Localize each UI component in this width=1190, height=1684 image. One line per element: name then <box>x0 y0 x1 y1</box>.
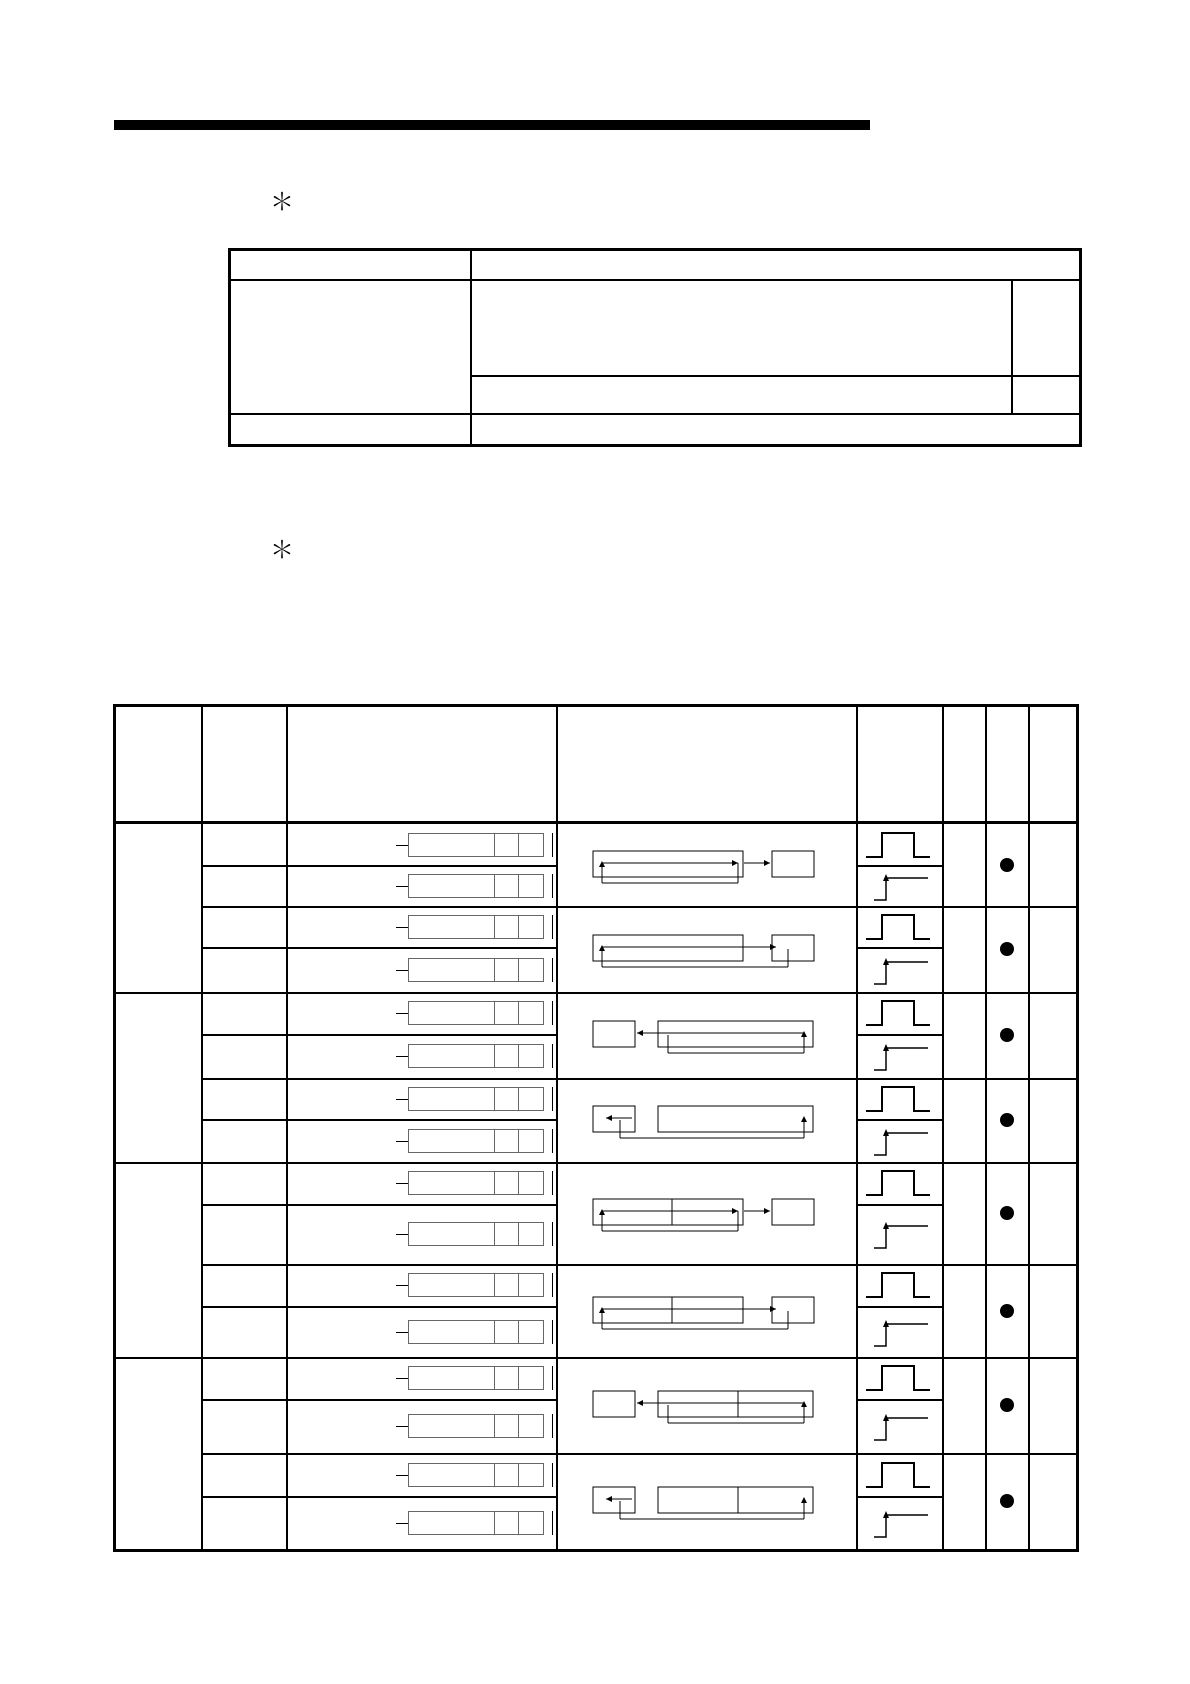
ladder-operand-box <box>408 1171 544 1195</box>
ladder-operand-divider <box>518 1273 519 1297</box>
ladder-end-bar <box>552 1171 553 1195</box>
filled-circle-icon <box>1000 1494 1014 1508</box>
ladder-lead-line <box>396 1523 408 1524</box>
filled-circle-icon <box>1000 1398 1014 1412</box>
ladder-lead-line <box>396 1013 408 1014</box>
ladder-end-bar <box>552 958 553 982</box>
ladder-operand-divider <box>494 833 495 857</box>
ladder-instruction-symbol <box>396 958 556 982</box>
table-column-divider-5 <box>942 707 944 1549</box>
ladder-operand-divider <box>494 1001 495 1025</box>
filled-circle-icon <box>1000 1206 1014 1220</box>
ladder-instruction-symbol <box>396 1414 556 1438</box>
transfer-diagram-word-transfer-left-overlap <box>592 1098 832 1142</box>
ladder-operand-divider <box>518 1044 519 1068</box>
table-group-divider-5 <box>201 1264 1076 1266</box>
note-asterisk-1: ＊ <box>270 188 294 216</box>
ladder-operand-box <box>408 1129 544 1153</box>
ladder-operand-box <box>408 1087 544 1111</box>
ladder-operand-divider <box>518 874 519 898</box>
ladder-operand-divider <box>494 1463 495 1487</box>
ladder-operand-divider <box>518 1366 519 1390</box>
ladder-instruction-symbol <box>396 1129 556 1153</box>
ladder-operand-divider <box>518 958 519 982</box>
ladder-operand-divider <box>494 874 495 898</box>
filled-circle-icon <box>1000 942 1014 956</box>
ladder-operand-box <box>408 1044 544 1068</box>
ladder-end-bar <box>552 1366 553 1390</box>
ladder-operand-divider <box>518 833 519 857</box>
ladder-lead-line <box>396 970 408 971</box>
table-subrow-divider-6 <box>201 1399 557 1401</box>
rising-pulse-icon <box>864 911 934 943</box>
upper-table-sub-row-divider <box>470 375 1082 377</box>
upper-table <box>228 248 1082 447</box>
ladder-end-bar <box>552 1273 553 1297</box>
rising-edge-icon <box>864 1507 934 1539</box>
ladder-operand-divider <box>494 1366 495 1390</box>
ladder-operand-divider <box>494 1171 495 1195</box>
rising-edge-icon <box>864 1218 934 1250</box>
ladder-operand-box <box>408 1511 544 1535</box>
rising-edge-icon <box>864 954 934 986</box>
pulse-subrow-divider-0 <box>856 865 942 867</box>
ladder-operand-divider <box>494 1044 495 1068</box>
ladder-operand-box <box>408 874 544 898</box>
ladder-instruction-symbol <box>396 874 556 898</box>
table-subrow-divider-5 <box>201 1306 557 1308</box>
transfer-diagram-dword-transfer-left <box>592 1383 832 1427</box>
table-subrow-divider-3 <box>201 1119 557 1121</box>
upper-table-column-divider <box>470 251 472 444</box>
instruction-table <box>113 704 1079 1552</box>
upper-table-header-divider <box>231 279 1079 281</box>
pulse-subrow-divider-3 <box>856 1119 942 1121</box>
pulse-subrow-divider-7 <box>856 1496 942 1498</box>
ladder-end-bar <box>552 1320 553 1344</box>
ladder-lead-line <box>396 927 408 928</box>
ladder-end-bar <box>552 1129 553 1153</box>
ladder-operand-divider <box>494 1414 495 1438</box>
ladder-lead-line <box>396 1141 408 1142</box>
ladder-end-bar <box>552 1511 553 1535</box>
ladder-lead-line <box>396 845 408 846</box>
transfer-diagram-dword-transfer-right <box>592 1191 832 1235</box>
ladder-end-bar <box>552 874 553 898</box>
ladder-instruction-symbol <box>396 1463 556 1487</box>
upper-table-inner-column-divider <box>1011 279 1013 413</box>
ladder-operand-divider <box>494 1273 495 1297</box>
table-header-divider <box>116 821 1076 824</box>
pulse-subrow-divider-1 <box>856 947 942 949</box>
ladder-operand-divider <box>494 1087 495 1111</box>
rising-pulse-icon <box>864 829 934 861</box>
ladder-operand-box <box>408 1463 544 1487</box>
ladder-operand-box <box>408 1001 544 1025</box>
ladder-end-bar <box>552 915 553 939</box>
ladder-operand-box <box>408 1366 544 1390</box>
ladder-operand-divider <box>518 1129 519 1153</box>
ladder-lead-line <box>396 886 408 887</box>
pulse-subrow-divider-2 <box>856 1034 942 1036</box>
ladder-operand-divider <box>518 1414 519 1438</box>
table-subrow-divider-1 <box>201 947 557 949</box>
table-subrow-divider-7 <box>201 1496 557 1498</box>
table-section-divider-1 <box>116 992 1076 994</box>
transfer-diagram-word-transfer-right-overlap <box>592 927 832 971</box>
ladder-lead-line <box>396 1475 408 1476</box>
ladder-instruction-symbol <box>396 1087 556 1111</box>
table-section-divider-3 <box>116 1357 1076 1359</box>
ladder-operand-divider <box>494 915 495 939</box>
ladder-operand-divider <box>494 958 495 982</box>
rising-edge-icon <box>864 870 934 902</box>
upper-table-row-divider <box>231 413 1079 415</box>
transfer-diagram-word-transfer-left <box>592 1013 832 1057</box>
ladder-operand-divider <box>494 1222 495 1246</box>
ladder-end-bar <box>552 1044 553 1068</box>
ladder-lead-line <box>396 1332 408 1333</box>
ladder-operand-divider <box>518 1222 519 1246</box>
ladder-end-bar <box>552 1463 553 1487</box>
pulse-subrow-divider-5 <box>856 1306 942 1308</box>
ladder-operand-box <box>408 958 544 982</box>
filled-circle-icon <box>1000 1113 1014 1127</box>
rising-pulse-icon <box>864 1362 934 1394</box>
table-section-divider-2 <box>116 1162 1076 1164</box>
note-asterisk-2: ＊ <box>270 536 294 564</box>
ladder-lead-line <box>396 1426 408 1427</box>
ladder-lead-line <box>396 1183 408 1184</box>
ladder-instruction-symbol <box>396 1044 556 1068</box>
table-subrow-divider-2 <box>201 1034 557 1036</box>
rising-edge-icon <box>864 1125 934 1157</box>
ladder-instruction-symbol <box>396 915 556 939</box>
rising-pulse-icon <box>864 1083 934 1115</box>
ladder-lead-line <box>396 1234 408 1235</box>
rising-pulse-icon <box>864 1459 934 1491</box>
ladder-lead-line <box>396 1285 408 1286</box>
pulse-subrow-divider-4 <box>856 1204 942 1206</box>
ladder-operand-divider <box>494 1129 495 1153</box>
rising-edge-icon <box>864 1040 934 1072</box>
ladder-instruction-symbol <box>396 1366 556 1390</box>
ladder-operand-divider <box>518 1511 519 1535</box>
ladder-lead-line <box>396 1099 408 1100</box>
ladder-end-bar <box>552 1222 553 1246</box>
section-header-rule <box>114 120 870 130</box>
rising-edge-icon <box>864 1410 934 1442</box>
ladder-operand-divider <box>518 915 519 939</box>
transfer-diagram-dword-transfer-right-overlap <box>592 1289 832 1333</box>
ladder-end-bar <box>552 1001 553 1025</box>
rising-pulse-icon <box>864 1167 934 1199</box>
ladder-instruction-symbol <box>396 1511 556 1535</box>
ladder-lead-line <box>396 1056 408 1057</box>
ladder-operand-box <box>408 1222 544 1246</box>
transfer-diagram-word-transfer-right <box>592 843 832 887</box>
ladder-operand-box <box>408 833 544 857</box>
pulse-subrow-divider-6 <box>856 1399 942 1401</box>
ladder-operand-box <box>408 1320 544 1344</box>
ladder-instruction-symbol <box>396 1320 556 1344</box>
ladder-instruction-symbol <box>396 1222 556 1246</box>
filled-circle-icon <box>1000 1304 1014 1318</box>
filled-circle-icon <box>1000 1028 1014 1042</box>
rising-pulse-icon <box>864 997 934 1029</box>
table-group-divider-1 <box>201 906 1076 908</box>
ladder-operand-divider <box>494 1320 495 1344</box>
table-group-divider-3 <box>201 1078 1076 1080</box>
ladder-operand-divider <box>494 1511 495 1535</box>
table-group-divider-7 <box>201 1453 1076 1455</box>
ladder-operand-divider <box>518 1171 519 1195</box>
ladder-operand-divider <box>518 1320 519 1344</box>
rising-pulse-icon <box>864 1269 934 1301</box>
transfer-diagram-dword-transfer-left-overlap <box>592 1479 832 1523</box>
ladder-end-bar <box>552 1087 553 1111</box>
ladder-instruction-symbol <box>396 1273 556 1297</box>
table-column-divider-6 <box>985 707 987 1549</box>
filled-circle-icon <box>1000 858 1014 872</box>
table-column-divider-2 <box>286 707 288 1549</box>
ladder-instruction-symbol <box>396 833 556 857</box>
table-column-divider-4 <box>856 707 858 1549</box>
ladder-operand-box <box>408 1414 544 1438</box>
rising-edge-icon <box>864 1316 934 1348</box>
table-column-divider-3 <box>556 707 558 1549</box>
ladder-instruction-symbol <box>396 1001 556 1025</box>
ladder-operand-divider <box>518 1087 519 1111</box>
ladder-operand-divider <box>518 1001 519 1025</box>
table-subrow-divider-4 <box>201 1204 557 1206</box>
ladder-operand-box <box>408 915 544 939</box>
table-column-divider-7 <box>1028 707 1030 1549</box>
ladder-instruction-symbol <box>396 1171 556 1195</box>
table-subrow-divider-0 <box>201 865 557 867</box>
ladder-lead-line <box>396 1378 408 1379</box>
ladder-operand-divider <box>518 1463 519 1487</box>
ladder-end-bar <box>552 833 553 857</box>
ladder-operand-box <box>408 1273 544 1297</box>
ladder-end-bar <box>552 1414 553 1438</box>
table-column-divider-1 <box>201 707 203 1549</box>
